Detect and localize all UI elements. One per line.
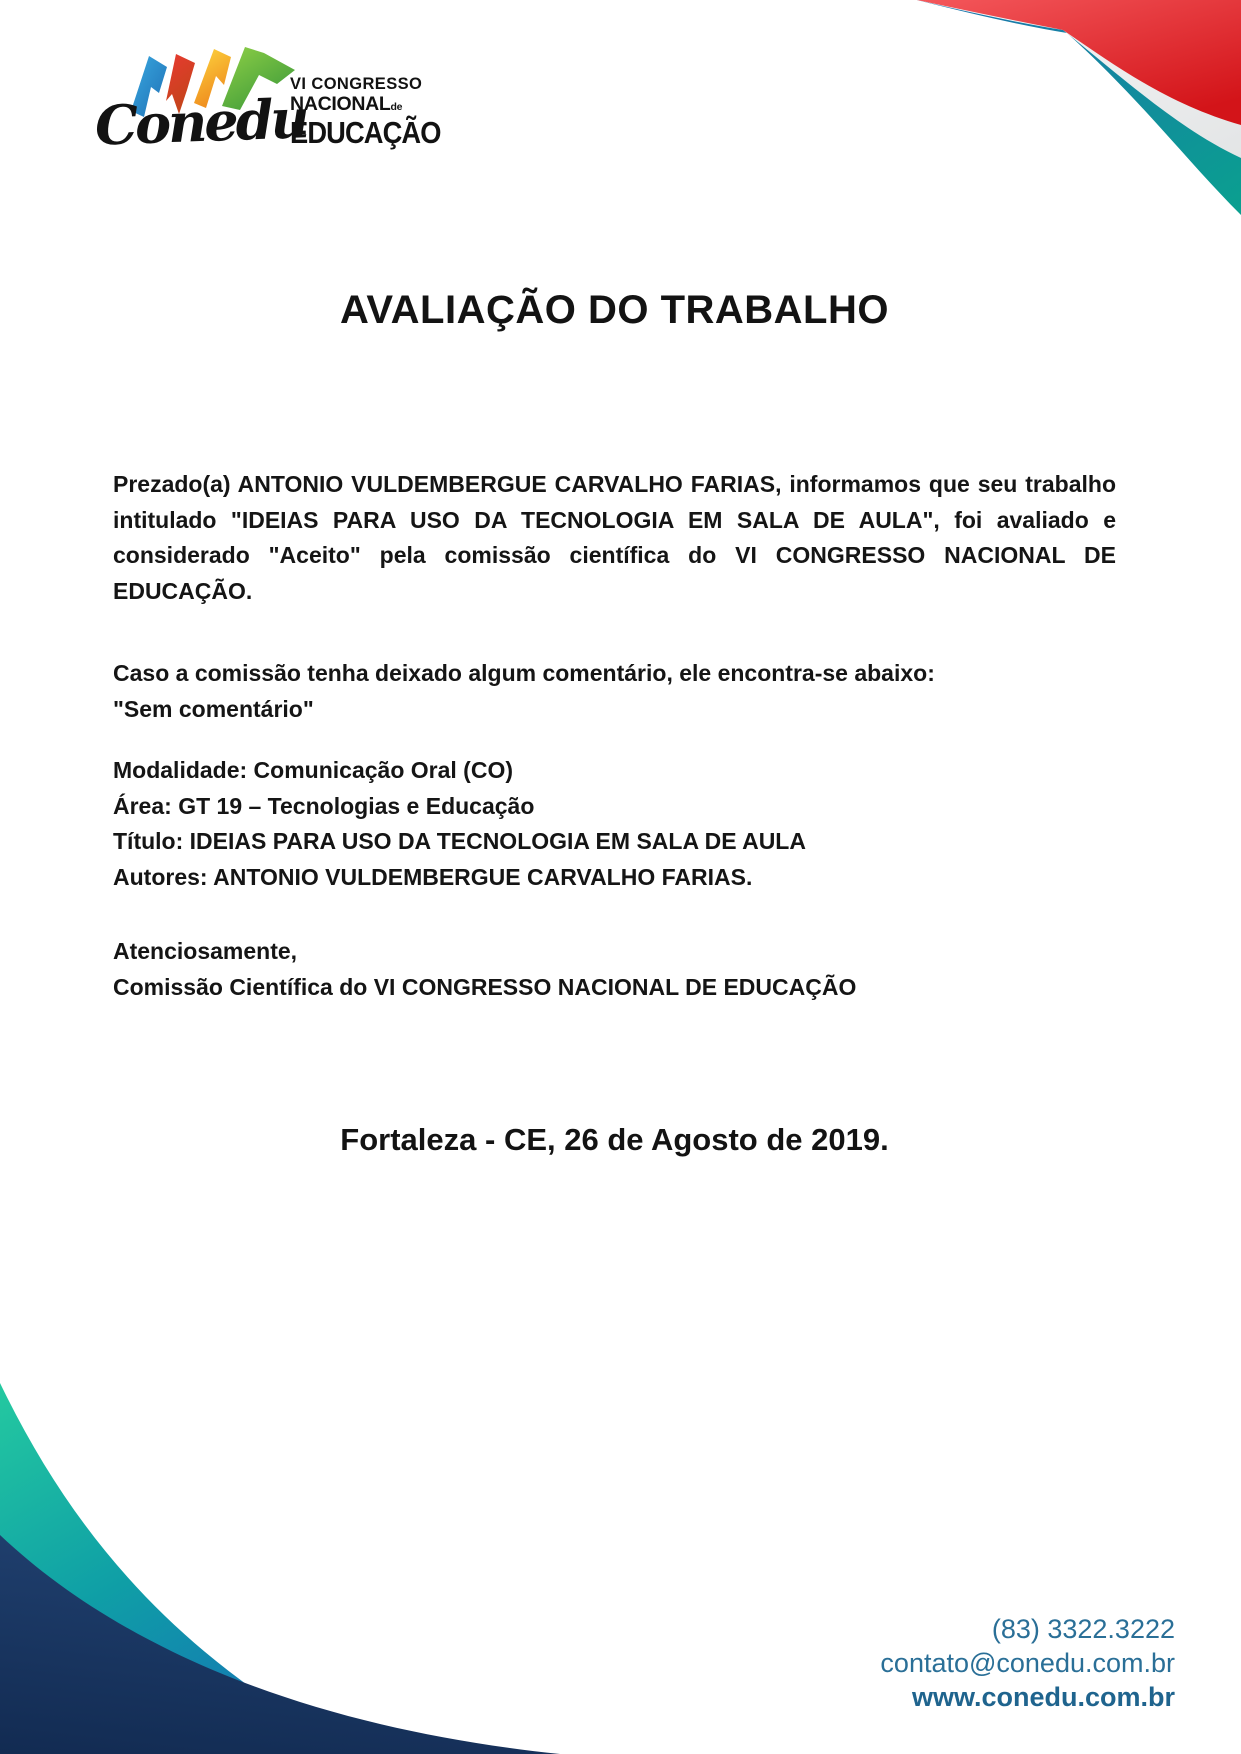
logo-congress-de: de xyxy=(390,100,403,113)
closing-block xyxy=(113,934,1116,1005)
detail-line-autores: Autores: ANTONIO VULDEMBERGUE CARVALHO FARIAS. xyxy=(113,863,753,890)
comment-value: "Sem comentário" xyxy=(113,695,314,722)
closing-committee: Comissão Científica do VI CONGRESSO NACIONAL DE EDUCAÇÃO xyxy=(113,973,857,1000)
contact-email: contato@conedu.com.br xyxy=(880,1648,1175,1678)
conedu-logo xyxy=(93,42,441,162)
logo-congress-line3: EDUCAÇÃO xyxy=(290,115,441,150)
date-line: Fortaleza - CE, 26 de Agosto de 2019. xyxy=(340,1122,889,1157)
comment-intro: Caso a comissão tenha deixado algum comentário, ele encontra-se abaixo: xyxy=(113,660,935,686)
footer-contact xyxy=(880,1612,1175,1714)
work-details xyxy=(113,753,1116,895)
paragraph-comment xyxy=(113,656,1116,727)
page-title: AVALIAÇÃO DO TRABALHO xyxy=(340,288,889,332)
paragraph-evaluation: Prezado(a) ANTONIO VULDEMBERGUE CARVALHO FARIAS, informamos que seu trabalho intitulado "IDEIAS PARA USO DA TECNOLOGIA EM SALA DE AULA", foi avaliado e considerado "Aceito" pela comissão científica do VI CONGRESSO NACIONAL DE EDUCAÇÃO. xyxy=(113,471,1116,604)
logo-brand-script: Conedu xyxy=(93,86,308,158)
detail-line-area: Área: GT 19 – Tecnologias e Educação xyxy=(113,792,535,819)
logo-congress-line1: VI CONGRESSO xyxy=(290,75,423,93)
bottom-left-swoosh-decoration xyxy=(0,1334,660,1754)
logo-congress-text xyxy=(290,76,461,148)
logo-congress-line2: NACIONALde xyxy=(290,92,403,115)
detail-line-titulo: Título: IDEIAS PARA USO DA TECNOLOGIA EM SALA DE AULA xyxy=(113,828,806,854)
detail-line-modalidade: Modalidade: Comunicação Oral (CO) xyxy=(113,757,513,783)
closing-salutation: Atenciosamente, xyxy=(113,938,298,964)
top-right-swoosh-decoration xyxy=(841,0,1241,260)
contact-phone: (83) 3322.3222 xyxy=(991,1614,1175,1644)
contact-website: www.conedu.com.br xyxy=(911,1682,1175,1712)
